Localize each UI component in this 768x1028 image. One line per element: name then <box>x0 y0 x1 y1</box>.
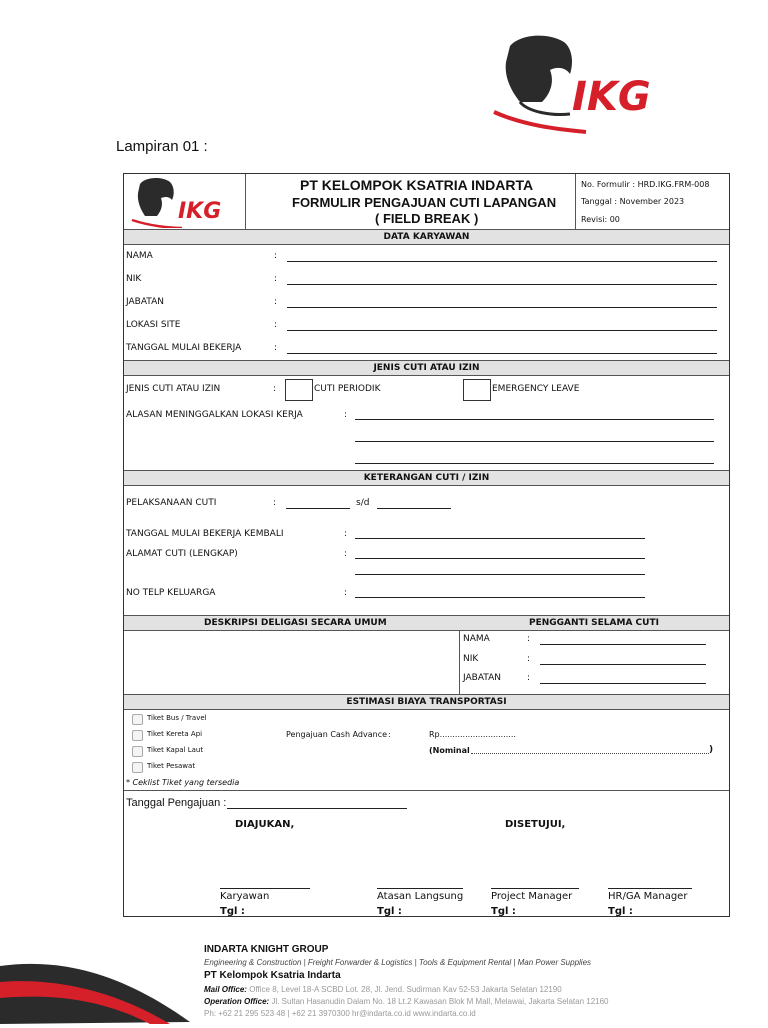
section-jenis-cuti: JENIS CUTI ATAU IZIN <box>124 360 729 376</box>
checkbox-cuti-periodik[interactable] <box>285 379 313 401</box>
footer-contact: Ph: +62 21 295 523 48 | +62 21 3970300 hr@indarta.co.id www.indarta.co.id <box>204 1009 476 1018</box>
nominal-close: ) <box>709 745 714 755</box>
tanggal-formulir: Tanggal : November 2023 <box>581 197 685 206</box>
input-alasan-3[interactable] <box>355 463 714 464</box>
label-cash-advance: Pengajuan Cash Advance <box>286 730 388 739</box>
signature-atasan[interactable] <box>377 888 463 889</box>
checkbox-tiket-kereta[interactable] <box>132 730 143 741</box>
lampiran-label: Lampiran 01 : <box>116 138 208 155</box>
input-pengganti-jabatan[interactable] <box>540 683 706 684</box>
checkbox-emergency-leave[interactable] <box>463 379 491 401</box>
svg-text:IKG: IKG <box>572 74 651 120</box>
label-project-manager: Project Manager <box>491 891 573 902</box>
footer-logo <box>0 952 195 1024</box>
input-pengganti-nama[interactable] <box>540 644 706 645</box>
company-name: PT KELOMPOK KSATRIA INDARTA <box>300 177 534 193</box>
signature-hrga-manager[interactable] <box>608 888 692 889</box>
label-cuti-periodik: CUTI PERIODIK <box>314 384 381 394</box>
form-logo <box>130 176 240 228</box>
section-deskripsi-pengganti <box>124 615 729 631</box>
form-frame: IKG PT KELOMPOK KSATRIA INDARTA FORMULIR PENGAJUAN CUTI LAPANGAN ( FIELD BREAK ) No. Formulir : HRD.IKG.FRM-008 Tanggal : November 2023 Revisi: 00 DATA KARYAWAN NAMA : NIK : JABATAN : LOKASI SITE : TANGGAL MULAI BEKERJA : JENIS CUTI ATAU IZIN JENIS CUTI ATAU IZIN : CUTI PERIODIK EMERGENCY LEAVE ALASAN MENINGGALKAN LOKASI KERJA : KETERANGAN CUTI / IZIN PELAKSANAAN CUTI : s/d TANGGAL MULAI BEKERJA KEMBALI : ALAMAT CUTI (LENGKAP) : NO TELP KELUARGA : DESKRIPSI DELIGASI SECARA UMUM PENGGANTI SELAMA CUTI NAMA : NIK : JABATAN : ESTIMASI BIAYA TRANSPORTASI Tiket Bus / Travel Tiket Kereta Api Tiket Kapal Laut Tiket Pesawat * Ceklist Tiket yang tersedia Pengajuan Cash Advance : Rp.............................. (Nominal ) Tanggal Pengajuan : DIAJUKAN, DISETUJUI, Karyawan Tgl : Atasan Langsung Tgl : Project Manager Tgl : HR/GA Manager Tgl : <box>123 173 730 917</box>
input-alasan-2[interactable] <box>355 441 714 442</box>
input-kembali[interactable] <box>355 538 645 539</box>
input-lokasi-site[interactable] <box>287 330 717 331</box>
label-alamat: ALAMAT CUTI (LENGKAP) <box>126 549 238 559</box>
label-nominal: (Nominal <box>429 746 470 755</box>
input-nominal[interactable] <box>471 753 709 754</box>
form-title: FORMULIR PENGAJUAN CUTI LAPANGAN <box>292 195 557 210</box>
input-nama[interactable] <box>287 261 717 262</box>
section-estimasi: ESTIMASI BIAYA TRANSPORTASI <box>124 694 729 710</box>
checkbox-tiket-bus[interactable] <box>132 714 143 725</box>
label-tiket-pesawat: Tiket Pesawat <box>147 762 196 770</box>
checkbox-tiket-pesawat[interactable] <box>132 762 143 773</box>
label-jenis-cuti: JENIS CUTI ATAU IZIN <box>126 384 221 394</box>
input-cash-rp[interactable]: Rp.............................. <box>429 730 516 739</box>
label-tiket-bus: Tiket Bus / Travel <box>147 714 207 722</box>
input-pelaksanaan-akhir[interactable] <box>377 508 451 509</box>
label-tanggal-pengajuan: Tanggal Pengajuan : <box>126 797 227 809</box>
footer-op-label: Operation Office: <box>204 997 270 1006</box>
label-tiket-kapal: Tiket Kapal Laut <box>147 746 204 754</box>
footer-operation <box>204 997 609 1006</box>
label-pengganti-nik: NIK <box>463 654 479 664</box>
label-sd: s/d <box>356 498 370 508</box>
label-karyawan: Karyawan <box>220 891 270 902</box>
footer-group: INDARTA KNIGHT GROUP <box>204 944 329 955</box>
label-alasan: ALASAN MENINGGALKAN LOKASI KERJA <box>126 410 303 420</box>
form-subtitle: ( FIELD BREAK ) <box>375 211 479 226</box>
revisi: Revisi: 00 <box>581 215 620 224</box>
label-pengganti-nama: NAMA <box>463 634 490 644</box>
tiket-note: * Ceklist Tiket yang tersedia <box>126 778 240 787</box>
section-pengganti: PENGGANTI SELAMA CUTI <box>529 618 659 628</box>
tgl-hrga-manager: Tgl : <box>608 906 633 917</box>
input-tanggal-pengajuan[interactable] <box>227 808 407 809</box>
input-tanggal-mulai-bekerja[interactable] <box>287 353 717 354</box>
input-alamat-1[interactable] <box>355 558 645 559</box>
footer-mail-address: Office 8, Level 18-A SCBD Lot. 28, Jl. Jend. Sudirman Kav 52-53 Jakarta Selatan 12190 <box>249 985 562 994</box>
label-nama: NAMA <box>126 251 153 261</box>
label-hrga-manager: HR/GA Manager <box>608 891 688 902</box>
label-atasan: Atasan Langsung <box>377 891 464 902</box>
label-pengganti-jabatan: JABATAN <box>463 673 501 683</box>
label-pelaksanaan: PELAKSANAAN CUTI <box>126 498 217 508</box>
tgl-karyawan: Tgl : <box>220 906 245 917</box>
no-formulir: No. Formulir : HRD.IKG.FRM-008 <box>581 180 710 189</box>
input-pelaksanaan-mulai[interactable] <box>286 508 350 509</box>
input-pengganti-nik[interactable] <box>540 664 706 665</box>
label-kembali: TANGGAL MULAI BEKERJA KEMBALI <box>126 529 284 539</box>
signature-karyawan[interactable] <box>220 888 310 889</box>
label-lokasi-site: LOKASI SITE <box>126 320 181 330</box>
footer-mail-label: Mail Office: <box>204 985 247 994</box>
input-nik[interactable] <box>287 284 717 285</box>
input-telp[interactable] <box>355 597 645 598</box>
tgl-project-manager: Tgl : <box>491 906 516 917</box>
section-data-karyawan: DATA KARYAWAN <box>124 229 729 245</box>
label-tiket-kereta: Tiket Kereta Api <box>147 730 203 738</box>
label-nik: NIK <box>126 274 142 284</box>
footer-tagline: Engineering & Construction | Freight Forwarder & Logistics | Tools & Equipment Rental | Man Power Supplies <box>204 958 592 967</box>
input-jabatan[interactable] <box>287 307 717 308</box>
footer-company: PT Kelompok Ksatria Indarta <box>204 970 341 981</box>
signature-project-manager[interactable] <box>491 888 579 889</box>
input-alasan-1[interactable] <box>355 419 714 420</box>
label-disetujui: DISETUJUI, <box>505 819 566 830</box>
company-logo <box>490 32 668 136</box>
label-diajukan: DIAJUKAN, <box>235 819 295 830</box>
checkbox-tiket-kapal[interactable] <box>132 746 143 757</box>
label-tanggal-mulai-bekerja: TANGGAL MULAI BEKERJA <box>126 343 242 353</box>
label-emergency-leave: EMERGENCY LEAVE <box>492 384 580 394</box>
section-keterangan: KETERANGAN CUTI / IZIN <box>124 470 729 486</box>
section-deskripsi: DESKRIPSI DELIGASI SECARA UMUM <box>204 618 387 628</box>
svg-text:IKG: IKG <box>178 199 222 224</box>
input-alamat-2[interactable] <box>355 574 645 575</box>
label-jabatan: JABATAN <box>126 297 164 307</box>
label-telp: NO TELP KELUARGA <box>126 588 216 598</box>
tgl-atasan: Tgl : <box>377 906 402 917</box>
footer-mail <box>204 985 562 994</box>
footer-op-address: Jl. Sultan Hasanudin Dalam No. 18 Lt.2 Kawasan Blok M Mall, Melawai, Jakarta Selatan 12160 <box>271 997 609 1006</box>
